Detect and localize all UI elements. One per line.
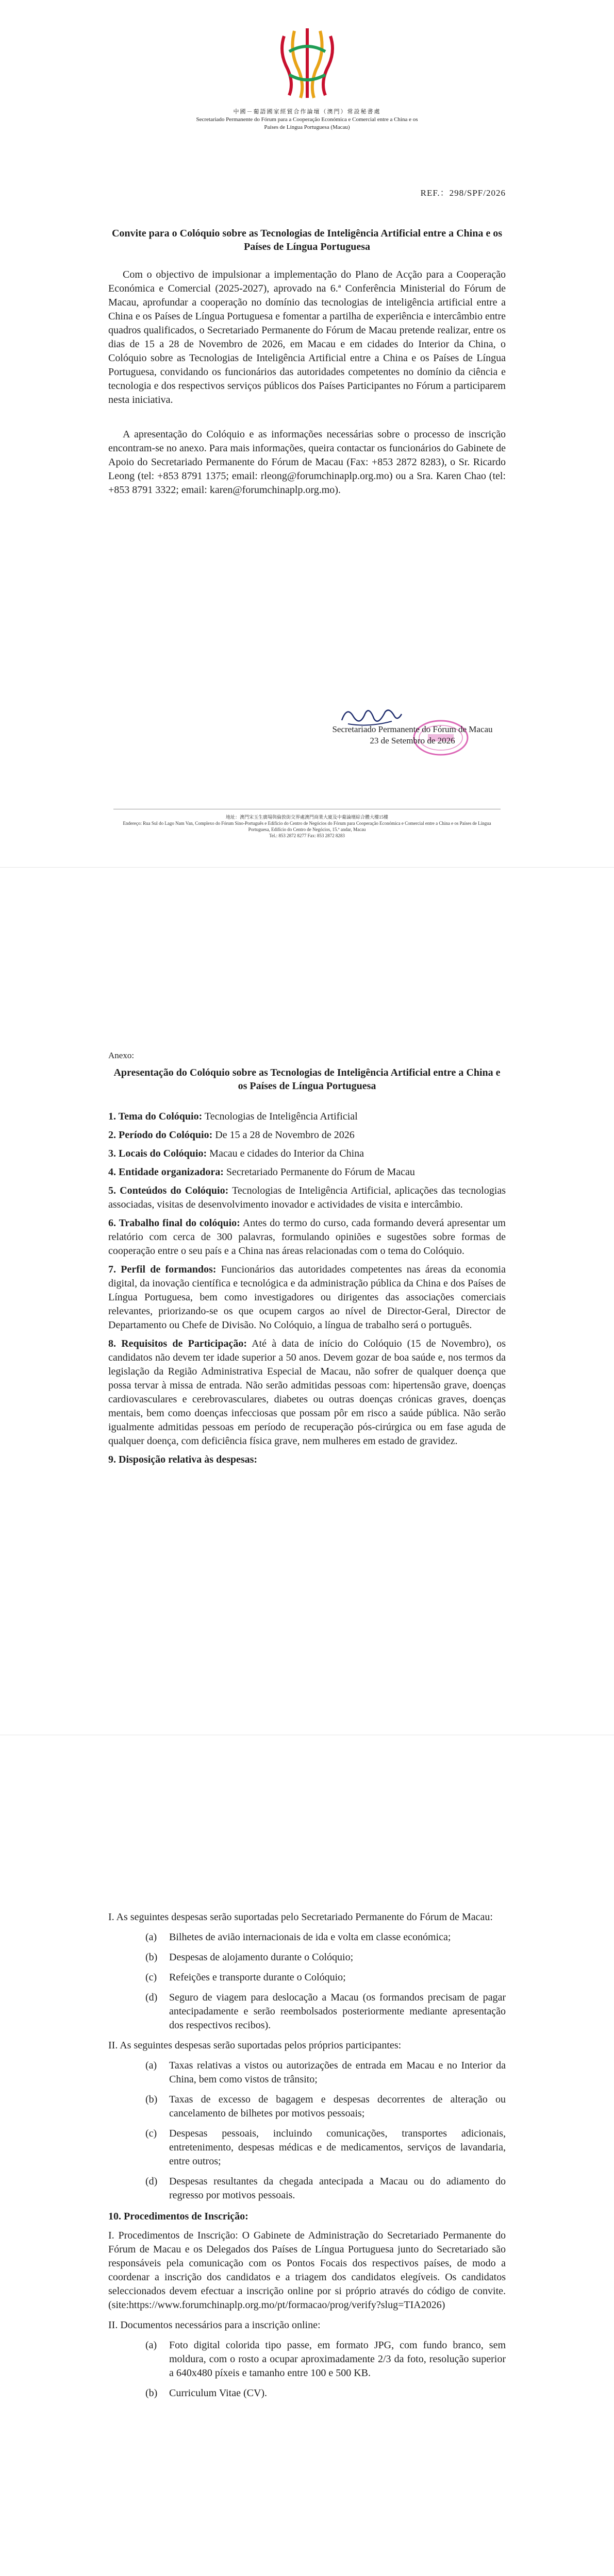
annex-item: 5. Conteúdos do Colóquio: Tecnologias de Inteligência Artificial, aplicações das tecnologias associadas, visitas de desenvolvimento inovador e actividades de visita e intercâmbio. [108, 1185, 506, 1210]
annex-item: 9. Disposição relativa às despesas: [108, 1454, 258, 1465]
list-item: (a) Foto digital colorida tipo passe, em formato JPG, com fundo branco, sem moldura, com o rosto a ocupar aproximadamente 2/3 da foto, resolução superior a 640x480 píxeis e tamanho entre 100 e 500 KB. [145, 2340, 506, 2379]
list-item: (d) Seguro de viagem para deslocação a Macau (os formandos precisam de pagar antecipadamente e serão reembolsados posteriormente mediante apresentação dos respectivos recibos). [145, 1992, 506, 2031]
list-item: (a) Bilhetes de avião internacionais de ida e volta em classe económica; [145, 1931, 451, 1943]
letter-paragraph-1: Com o objectivo de impulsionar a implementação do Plano de Acção para a Cooperação Económica e Comercial (2025-2027), aprovado na 6.ª Conferência Ministerial do Fórum de Macau, aprofundar a cooperação no domínio das tecnologias de inteligência artificial entre a China e os Países de Língua Portuguesa e fomentar a partilha de experiência e intercâmbio entre quadros qualificados, o Secretariado Permanente do Fórum de Macau pretende realizar, entre os dias de 15 a 28 de Novembro de 2026, em Macau e em cidades do Interior da China, o Colóquio sobre as Tecnologias de Inteligência Artificial entre a China e os Países de Língua Portuguesa, convidando os funcionários das autoridades competentes no domínio da ciência e tecnologia e dos respectivos serviços públicos dos Países Participantes no Fórum a participarem nesta iniciativa. [108, 269, 506, 405]
annex-title: Apresentação do Colóquio sobre as Tecnologias de Inteligência Artificial entre a China e os Países de Língua Portuguesa [113, 1067, 501, 1092]
forum-logo [0, 21, 614, 103]
annex-page-2 [0, 1735, 614, 2576]
list-item: (b) Despesas de alojamento durante o Colóquio; [145, 1952, 354, 1963]
footer-address-chinese: 地址：澳門宋玉生廣場與倫敦街交界處澳門商業大廈及中葡論壇綜合體大樓15樓 [225, 815, 388, 820]
list-item: (a) Taxas relativas a vistos ou autorizações de entrada em Macau e no Interior da China, bem como vistos de trânsito; [145, 2060, 506, 2085]
annex-items [108, 1110, 506, 1471]
footer-address-pt: Endereço: Rua Sul do Lago Nam Van, Complexo do Fórum Sino-Português e Edifício do Centro de Negócios do Fórum para Cooperação Económica e Comercial entre a China e os Países de Língua Portuguesa, Edifício do Centro de Negócios, 15.º andar, Macau [123, 821, 491, 832]
letter-footer [113, 814, 501, 839]
registration-heading: 10. Procedimentos de Inscrição: [108, 2211, 248, 2222]
annex-item: 2. Período do Colóquio: De 15 a 28 de Novembro de 2026 [108, 1129, 355, 1141]
footer-contact: Tel.: 853 2872 8277 Fax: 853 2872 8283 [269, 833, 345, 838]
list-item: (c) Refeições e transporte durante o Colóquio; [145, 1972, 346, 1983]
annex-item: 8. Requisitos de Participação: Até à data de início do Colóquio (15 de Novembro), os candidatos não devem ter idade superior a 50 anos. Devem gozar de boa saúde e, nos termos da legislação da Região Administrativa Especial de Macau, não sofrer de qualquer doença que possa tervar à missa de entrada. Não serão admitidas pessoas com: hipertensão grave, doenças cardiovasculares e cerebrovasculares, diabetes ou outras doenças crónicas graves, doenças mentais, bem como doenças infecciosas que possam pôr em risco a saúde pública. Não serão igualmente admitidas pessoas em período de recuperação pós-cirúrgica ou em fase aguda de qualquer doença, com deficiência física grave, nem mulheres em estado de gravidez. [108, 1338, 506, 1447]
registration-documents-heading: II. Documentos necessários para a inscrição online: [108, 2319, 321, 2331]
letter-title: Convite para o Colóquio sobre as Tecnologias de Inteligência Artificial entre a China e os Países de Língua Portuguesa [111, 228, 503, 252]
annex-item: 1. Tema do Colóquio: Tecnologias de Inteligência Artificial [108, 1111, 358, 1122]
letter-page [0, 0, 614, 868]
organization-name-chinese: 中國－葡語國家經貿合作論壇（澳門）常設秘書處 [233, 109, 381, 115]
organization-name-pt-2: Países de Língua Portuguesa (Macau) [264, 124, 350, 130]
annex-item: 4. Entidade organizadora: Secretariado Permanente do Fórum de Macau [108, 1166, 415, 1178]
annex-label: Anexo: [108, 1050, 135, 1060]
annex-item: 3. Locais do Colóquio: Macau e cidades do Interior da China [108, 1148, 364, 1159]
registration-procedures: I. Procedimentos de Inscrição: O Gabinete de Administração do Secretariado Permanente do Fórum de Macau e os Delegados dos Países de Língua Portuguesa junto do Secretariado são responsáveis pela comunicação com os Pontos Focais dos respectivos países, de modo a coordenar a inscrição dos candidatos e a triagem dos candidatos elegíveis. Os candidatos seleccionados devem efectuar a inscrição online por si próprio através do código de convite. (site:https://www.forumchinaplp.org.mo/pt/formacao/prog/verify?slug=TIA2026) [108, 2230, 506, 2311]
organization-name-pt-1: Secretariado Permanente do Fórum para a Cooperação Económica e Comercial entre a China e os [196, 116, 418, 123]
signatory-name: Secretariado Permanente do Fórum de Macau [332, 724, 493, 734]
organization-name [0, 108, 614, 131]
expenses-forum-heading: I. As seguintes despesas serão suportadas pelo Secretariado Permanente do Fórum de Macau: [108, 1911, 493, 1923]
list-item: (c) Despesas pessoais, incluindo comunicações, transportes adicionais, entretenimento, despesas médicas e de medicamentos, serviços de lavandaria, entre outros; [145, 2128, 506, 2167]
annex-item: 6. Trabalho final do colóquio: Antes do termo do curso, cada formando deverá apresentar um relatório com cerca de 300 palavras, formulando opiniões e sugestões sobre formas de cooperação entre o seu país e a China nas áreas relacionadas com o tema do Colóquio. [108, 1217, 506, 1257]
list-item: (b) Taxas de excesso de bagagem e despesas decorrentes de alteração ou cancelamento de bilhetes por motivos pessoais; [145, 2094, 506, 2119]
annex-page-1 [0, 868, 614, 1735]
annex-item: 7. Perfil de formandos: Funcionários das autoridades competentes nas áreas da economia digital, da inovação científica e tecnológica e da administração pública da China e dos Países de Língua Portuguesa, bem como investigadores ou dirigentes das associações comerciais relevantes, priorizando-se os que ocupem cargos ao nível de Director-Geral, Director de Departamento ou Chefe de Divisão. No Colóquio, a língua de trabalho será o português. [108, 1264, 506, 1331]
expenses-participants-heading: II. As seguintes despesas serão suportadas pelos próprios participantes: [108, 2040, 402, 2051]
list-item: (b) Curriculum Vitae (CV). [145, 2387, 268, 2399]
forum-logo-icon [263, 21, 351, 103]
reference-number: REF.：298/SPF/2026 [420, 188, 506, 198]
signature-block [309, 724, 516, 747]
letter-date: 23 de Setembro de 2026 [370, 736, 455, 745]
list-item: (d) Despesas resultantes da chegada antecipada a Macau ou do adiamento do regresso por motivos pessoais. [145, 2176, 506, 2201]
expenses-section [108, 1910, 506, 2406]
letter-paragraph-2: A apresentação do Colóquio e as informações necessárias sobre o processo de inscrição encontram-se no anexo. Para mais informações, queira contactar os funcionários do Gabinete de Apoio do Secretariado Permanente do Fórum de Macau (Fax: +853 2872 8283), o Sr. Ricardo Leong (tel: +853 8791 1375; email: rleong@forumchinaplp.org.mo) ou a Sra. Karen Chao (tel: +853 8791 3322; email: karen@forumchinaplp.org.mo). [108, 429, 506, 496]
